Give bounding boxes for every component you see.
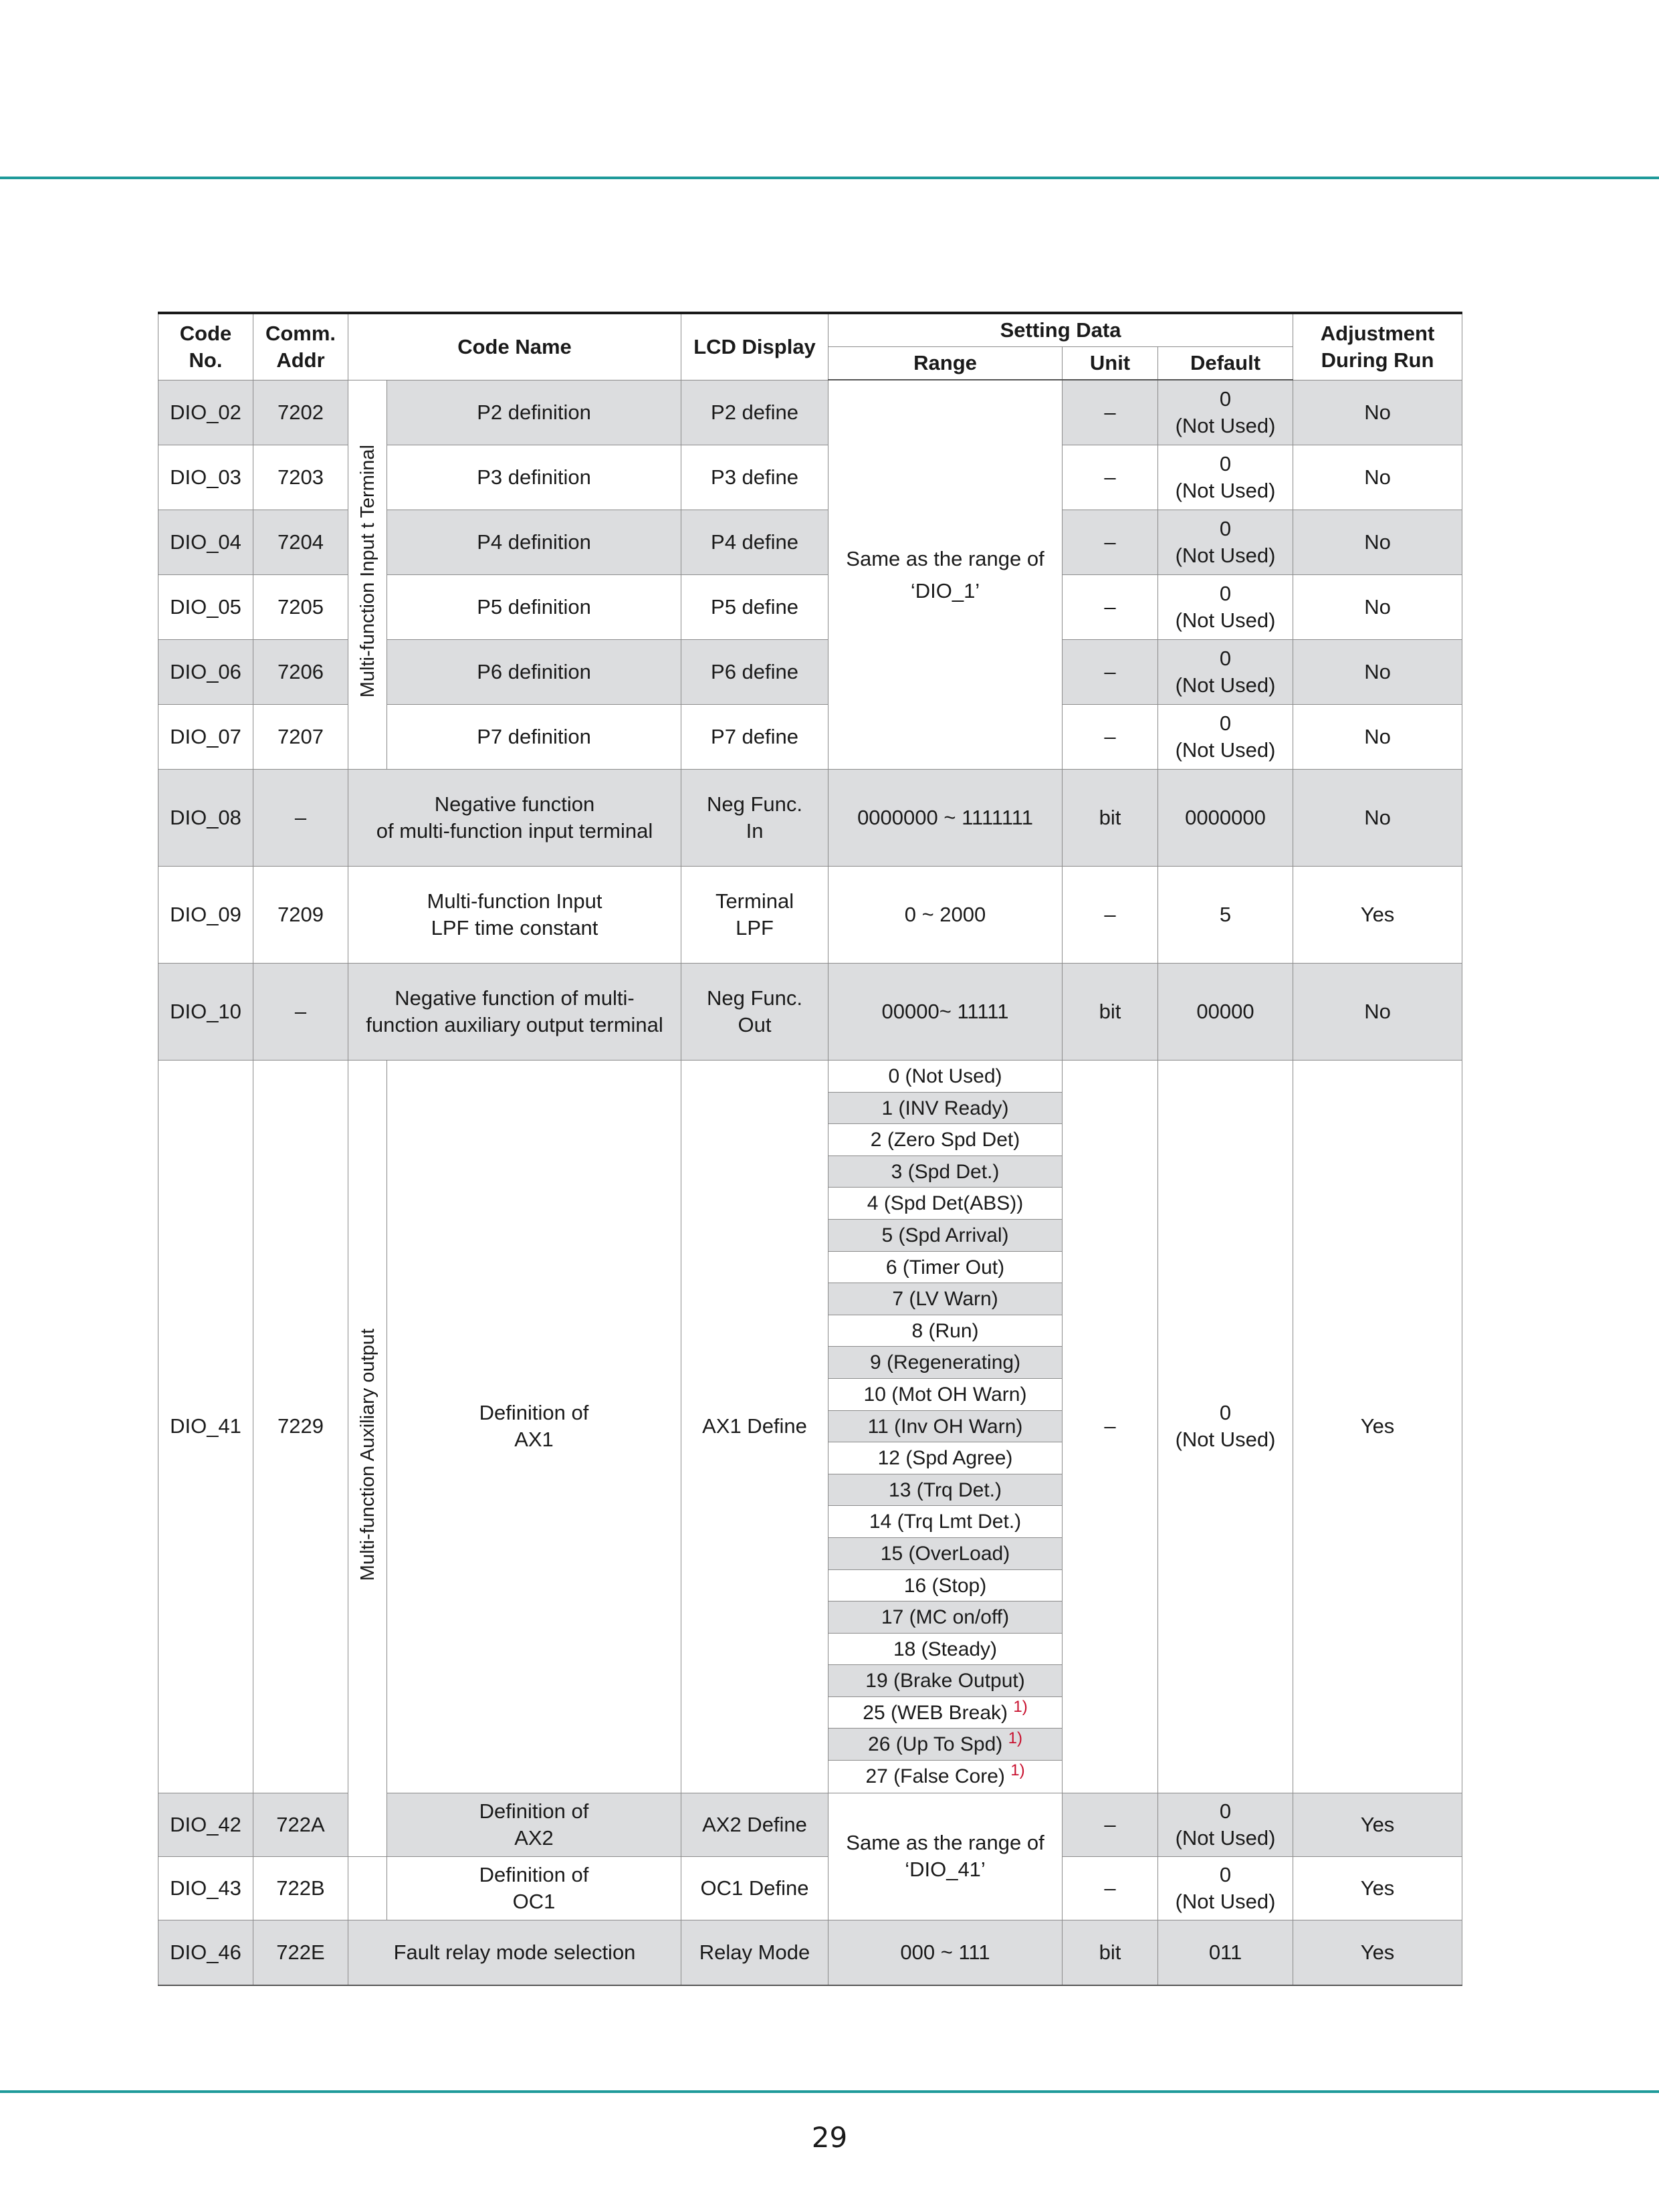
header-range: Range [828, 347, 1063, 380]
lcd-cell: P3 define [681, 445, 828, 510]
default-cell: 0 (Not Used) [1158, 1793, 1293, 1856]
header-adjustment: Adjustment During Run [1293, 313, 1462, 380]
header-code-no: Code No. [158, 313, 253, 380]
unit-cell: – [1063, 1061, 1158, 1793]
ax1-option-label: 18 (Steady) [893, 1638, 998, 1660]
unit-cell: bit [1063, 1920, 1158, 1985]
adjust-cell: No [1293, 380, 1462, 445]
ax1-option-label: 25 (WEB Break) [863, 1701, 1008, 1724]
shared-range-output: Same as the range of ‘DIO_41’ [828, 1793, 1063, 1920]
header-default: Default [1158, 347, 1293, 380]
ax1-option [828, 1729, 1062, 1761]
table-row [158, 867, 1462, 964]
ax1-option [828, 1315, 1062, 1347]
range-cell: 0000000 ~ 1111111 [828, 770, 1063, 867]
group-label-output: Multi-function Auxiliary output [348, 1061, 387, 1857]
lcd-cell: P6 define [681, 640, 828, 705]
name-cell: Fault relay mode selection [348, 1920, 681, 1985]
ax1-option-label: 26 (Up To Spd) [868, 1733, 1003, 1756]
table-row [158, 1061, 1462, 1793]
top-rule [0, 177, 1659, 179]
unit-cell: – [1063, 640, 1158, 705]
lcd-cell: P4 define [681, 510, 828, 575]
default-cell: 0 (Not Used) [1158, 445, 1293, 510]
name-cell: Definition of AX1 [387, 1061, 681, 1793]
adjust-cell: No [1293, 510, 1462, 575]
ax1-option [828, 1347, 1062, 1379]
header-code-name: Code Name [348, 313, 681, 380]
code-cell: DIO_04 [158, 510, 253, 575]
addr-cell: 7205 [253, 575, 348, 640]
code-cell: DIO_07 [158, 705, 253, 770]
ax1-option [828, 1474, 1062, 1507]
adjust-cell: Yes [1293, 1061, 1462, 1793]
footnote-mark: 1) [1008, 1729, 1022, 1748]
ax1-option-label: 27 (False Core) [865, 1765, 1005, 1788]
adjust-cell: Yes [1293, 867, 1462, 964]
addr-cell: 722A [253, 1793, 348, 1856]
lcd-cell: P5 define [681, 575, 828, 640]
default-cell: 0 (Not Used) [1158, 575, 1293, 640]
ax1-option [828, 1220, 1062, 1252]
parameter-table [158, 312, 1462, 1986]
footnote-mark: 1) [1010, 1761, 1025, 1780]
ax1-option-label: 15 (OverLoad) [880, 1542, 1010, 1565]
code-cell: DIO_03 [158, 445, 253, 510]
code-cell: DIO_10 [158, 964, 253, 1061]
table-row [158, 380, 1462, 445]
addr-cell: 7202 [253, 380, 348, 445]
unit-cell: bit [1063, 770, 1158, 867]
adjust-cell: Yes [1293, 1856, 1462, 1920]
blank-cell [348, 1856, 387, 1920]
code-cell: DIO_42 [158, 1793, 253, 1856]
lcd-cell: AX2 Define [681, 1793, 828, 1856]
lcd-cell: Neg Func. In [681, 770, 828, 867]
ax1-option [828, 1506, 1062, 1538]
lcd-cell: Relay Mode [681, 1920, 828, 1985]
ax1-option [828, 1761, 1062, 1793]
name-cell: P2 definition [387, 380, 681, 445]
lcd-cell: Neg Func. Out [681, 964, 828, 1061]
ax1-option-label: 11 (Inv OH Warn) [867, 1415, 1023, 1438]
header-lcd-display: LCD Display [681, 313, 828, 380]
shared-range-input: Same as the range of ‘DIO_1’ [828, 380, 1063, 770]
table-row [158, 1856, 1462, 1920]
ax1-option-label: 19 (Brake Output) [865, 1670, 1025, 1692]
ax1-option [828, 1156, 1062, 1188]
ax1-option-label: 3 (Spd Det.) [891, 1160, 1000, 1183]
addr-cell: 7229 [253, 1061, 348, 1793]
ax1-range-list [828, 1061, 1063, 1793]
addr-cell: 722B [253, 1856, 348, 1920]
name-cell: Negative function of multi- function auxiliary output terminal [348, 964, 681, 1061]
code-cell: DIO_08 [158, 770, 253, 867]
unit-cell: – [1063, 867, 1158, 964]
ax1-option-label: 13 (Trq Det.) [889, 1478, 1002, 1501]
ax1-option-label: 16 (Stop) [903, 1574, 987, 1597]
addr-cell: 722E [253, 1920, 348, 1985]
bottom-rule [0, 2090, 1659, 2093]
default-cell: 0 (Not Used) [1158, 1061, 1293, 1793]
ax1-option-label: 5 (Spd Arrival) [881, 1224, 1009, 1246]
addr-cell: 7206 [253, 640, 348, 705]
code-cell: DIO_43 [158, 1856, 253, 1920]
unit-cell: – [1063, 1856, 1158, 1920]
addr-cell: 7203 [253, 445, 348, 510]
ax1-option [828, 1665, 1062, 1697]
page-number: 29 [811, 2121, 848, 2154]
adjust-cell: No [1293, 705, 1462, 770]
ax1-option [828, 1093, 1062, 1125]
name-cell: Multi-function Input LPF time constant [348, 867, 681, 964]
ax1-option-label: 1 (INV Ready) [881, 1097, 1009, 1119]
lcd-cell: P2 define [681, 380, 828, 445]
adjust-cell: No [1293, 445, 1462, 510]
code-cell: DIO_02 [158, 380, 253, 445]
name-cell: P4 definition [387, 510, 681, 575]
name-cell: P3 definition [387, 445, 681, 510]
ax1-option [828, 1252, 1062, 1284]
range-cell: 00000~ 11111 [828, 964, 1063, 1061]
name-cell: P5 definition [387, 575, 681, 640]
ax1-option-label: 8 (Run) [911, 1319, 979, 1342]
name-cell: Definition of AX2 [387, 1793, 681, 1856]
default-cell: 0 (Not Used) [1158, 510, 1293, 575]
default-cell: 0000000 [1158, 770, 1293, 867]
ax1-option-label: 17 (MC on/off) [881, 1606, 1010, 1629]
addr-cell: 7204 [253, 510, 348, 575]
addr-cell: 7207 [253, 705, 348, 770]
default-cell: 5 [1158, 867, 1293, 964]
unit-cell: – [1063, 445, 1158, 510]
table-row [158, 964, 1462, 1061]
ax1-option [828, 1188, 1062, 1220]
table-row [158, 770, 1462, 867]
addr-cell: – [253, 964, 348, 1061]
name-cell: P7 definition [387, 705, 681, 770]
ax1-option [828, 1124, 1062, 1156]
default-cell: 00000 [1158, 964, 1293, 1061]
adjust-cell: No [1293, 964, 1462, 1061]
addr-cell: – [253, 770, 348, 867]
adjust-cell: Yes [1293, 1920, 1462, 1985]
range-cell: 000 ~ 111 [828, 1920, 1063, 1985]
ax1-option [828, 1697, 1062, 1729]
code-cell: DIO_41 [158, 1061, 253, 1793]
unit-cell: – [1063, 1793, 1158, 1856]
ax1-option-label: 6 (Timer Out) [885, 1256, 1005, 1279]
code-cell: DIO_05 [158, 575, 253, 640]
lcd-cell: OC1 Define [681, 1856, 828, 1920]
ax1-option [828, 1634, 1062, 1666]
ax1-option [828, 1411, 1062, 1443]
name-cell: Definition of OC1 [387, 1856, 681, 1920]
lcd-cell: AX1 Define [681, 1061, 828, 1793]
ax1-option [828, 1601, 1062, 1634]
unit-cell: – [1063, 510, 1158, 575]
range-cell: 0 ~ 2000 [828, 867, 1063, 964]
ax1-option [828, 1061, 1062, 1093]
addr-cell: 7209 [253, 867, 348, 964]
ax1-option-label: 4 (Spd Det(ABS)) [867, 1192, 1024, 1215]
adjust-cell: No [1293, 640, 1462, 705]
unit-cell: – [1063, 575, 1158, 640]
adjust-cell: No [1293, 575, 1462, 640]
ax1-option-label: 14 (Trq Lmt Det.) [869, 1511, 1022, 1533]
ax1-option [828, 1442, 1062, 1474]
ax1-option [828, 1379, 1062, 1411]
adjust-cell: No [1293, 770, 1462, 867]
ax1-option-label: 10 (Mot OH Warn) [863, 1383, 1027, 1406]
code-cell: DIO_46 [158, 1920, 253, 1985]
ax1-option-label: 2 (Zero Spd Det) [870, 1129, 1020, 1151]
ax1-option [828, 1570, 1062, 1602]
unit-cell: bit [1063, 964, 1158, 1061]
default-cell: 0 (Not Used) [1158, 640, 1293, 705]
lcd-cell: P7 define [681, 705, 828, 770]
ax1-option-label: 9 (Regenerating) [869, 1351, 1021, 1374]
ax1-option-label: 0 (Not Used) [888, 1065, 1002, 1087]
unit-cell: – [1063, 705, 1158, 770]
default-cell: 011 [1158, 1920, 1293, 1985]
footnote-mark: 1) [1013, 1697, 1028, 1716]
header-comm-addr: Comm. Addr [253, 313, 348, 380]
header-row-1 [158, 313, 1462, 347]
ax1-option [828, 1283, 1062, 1315]
group-label-input: Multi-function Input t Terminal [348, 380, 387, 770]
header-unit: Unit [1063, 347, 1158, 380]
table-row [158, 1920, 1462, 1985]
ax1-option-label: 12 (Spd Agree) [877, 1447, 1013, 1470]
name-cell: P6 definition [387, 640, 681, 705]
default-cell: 0 (Not Used) [1158, 380, 1293, 445]
lcd-cell: Terminal LPF [681, 867, 828, 964]
unit-cell: – [1063, 380, 1158, 445]
code-cell: DIO_06 [158, 640, 253, 705]
default-cell: 0 (Not Used) [1158, 705, 1293, 770]
name-cell: Negative function of multi-function input terminal [348, 770, 681, 867]
ax1-option [828, 1538, 1062, 1570]
header-setting-data: Setting Data [828, 313, 1293, 347]
default-cell: 0 (Not Used) [1158, 1856, 1293, 1920]
adjust-cell: Yes [1293, 1793, 1462, 1856]
code-cell: DIO_09 [158, 867, 253, 964]
ax1-option-label: 7 (LV Warn) [892, 1288, 998, 1311]
